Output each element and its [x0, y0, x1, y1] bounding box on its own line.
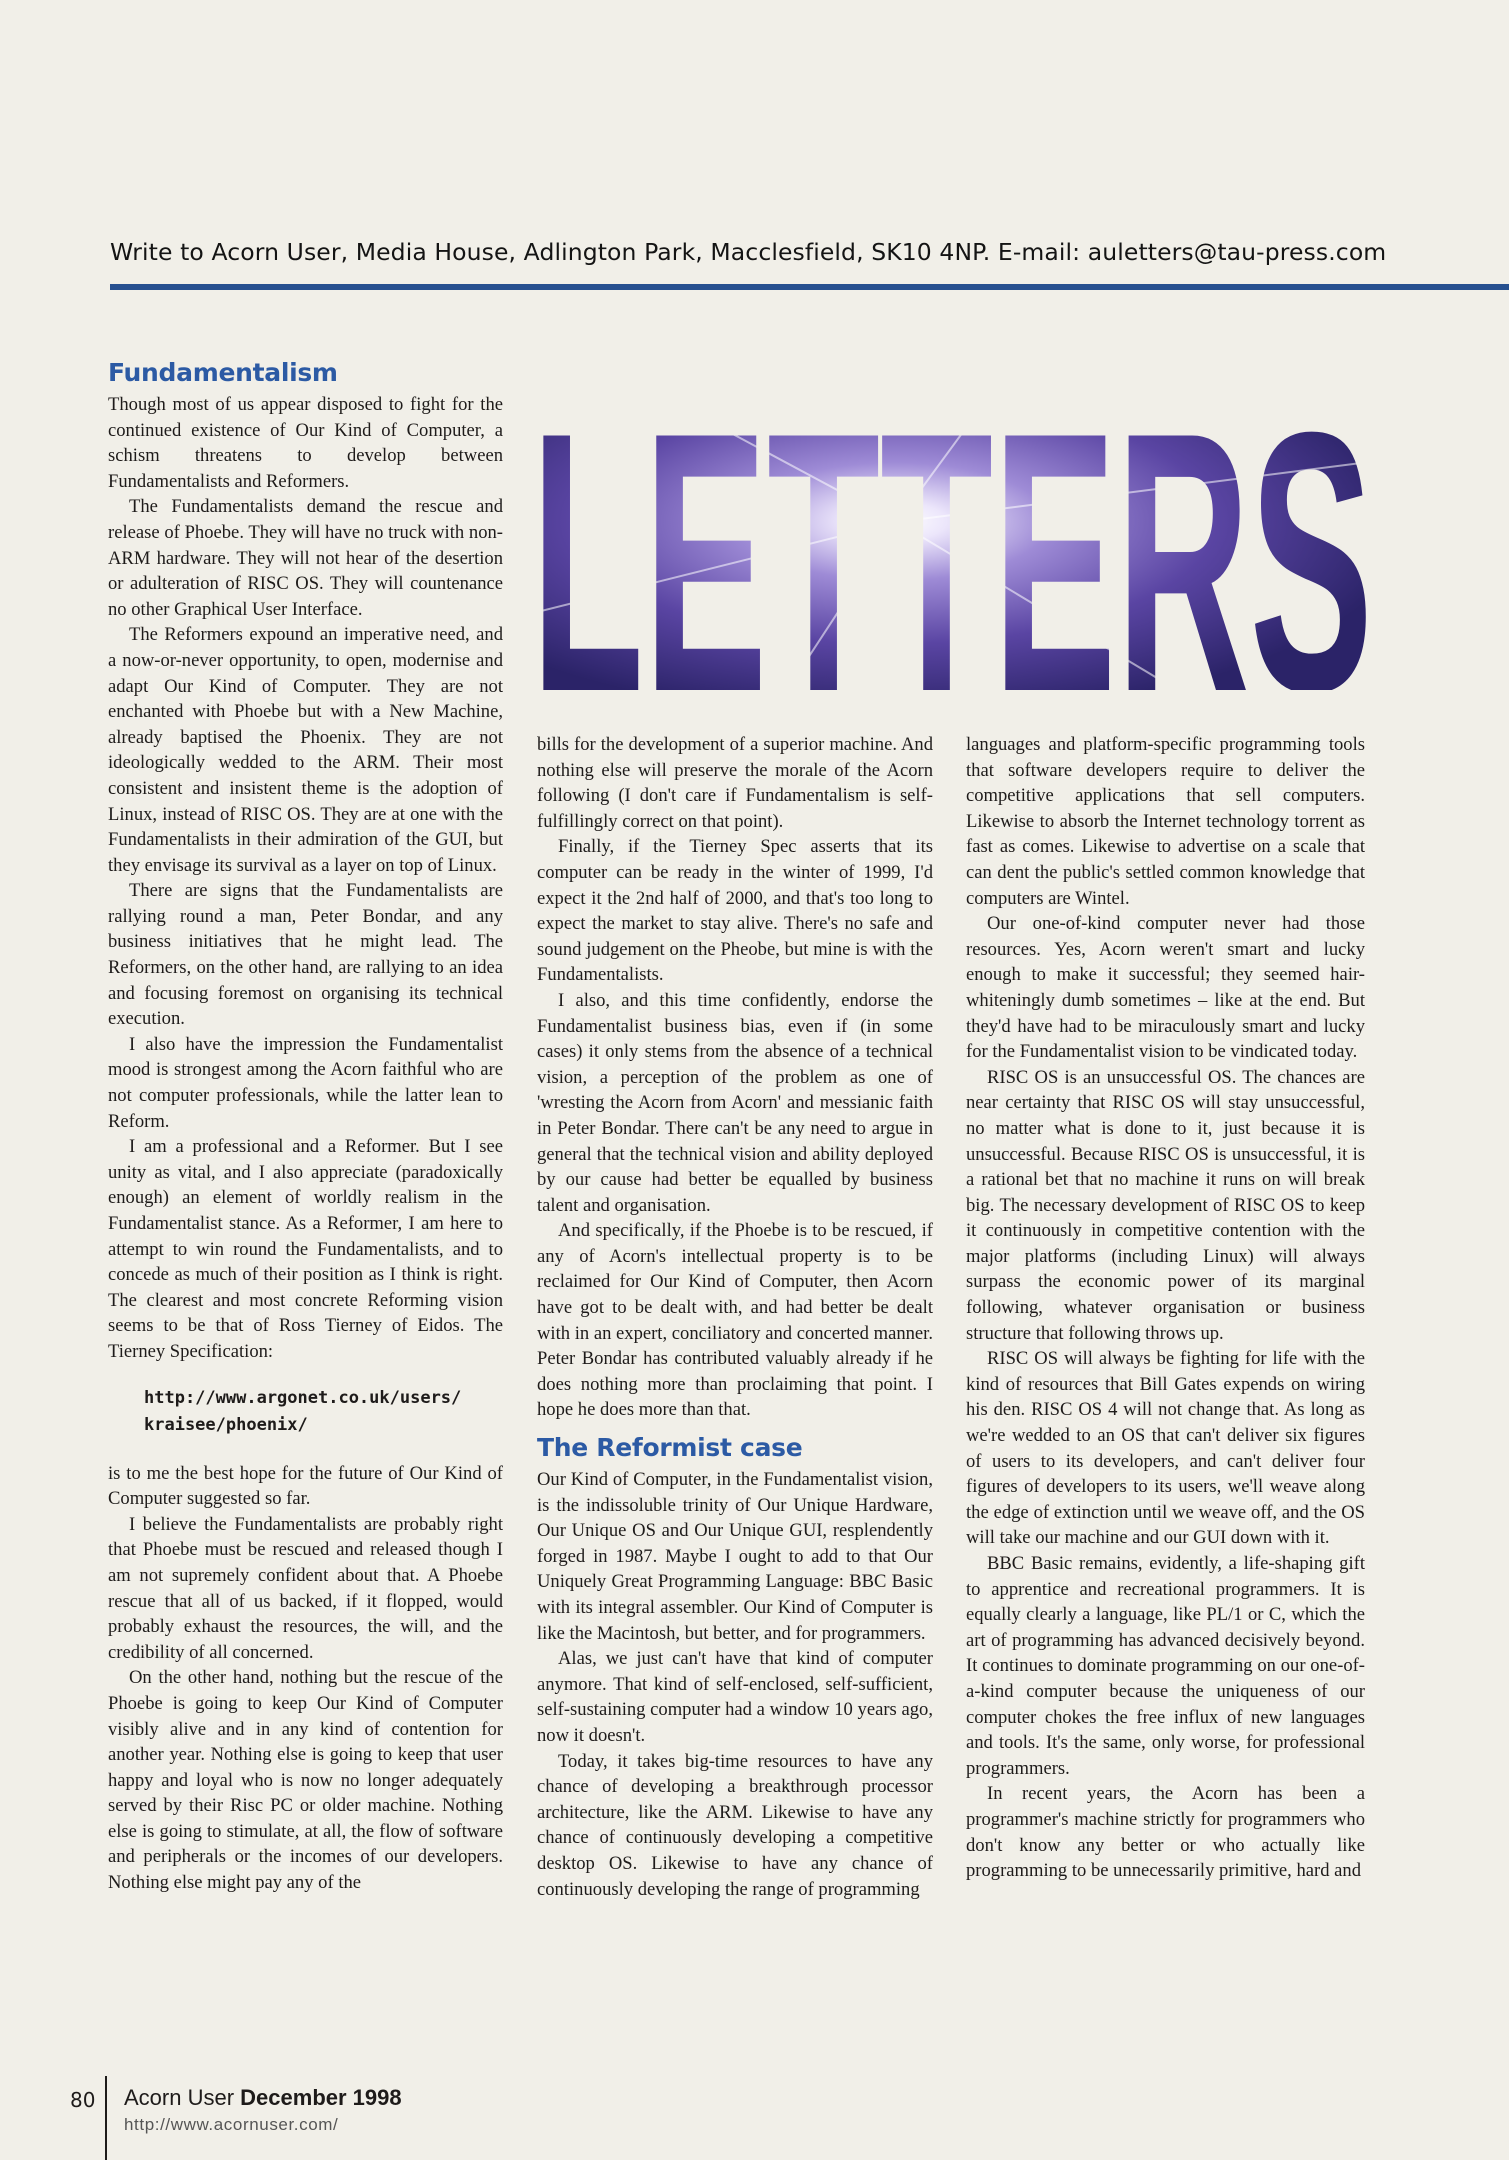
letters-address-line: Write to Acorn User, Media House, Adlington Park, Macclesfield, SK10 4NP. E-mail: auletters@tau-press.com: [110, 238, 1387, 266]
paragraph: The Fundamentalists demand the rescue and release of Phoebe. They will have no truck with non-ARM hardware. They will not hear of the desertion or adulteration of RISC OS. They will countenance no other Graphical User Interface.: [108, 496, 503, 620]
paragraph: RISC OS will always be fighting for life with the kind of resources that Bill Gates expends on wiring his den. RISC OS 4 will not change that. As long as we're wedded to an OS that can't deliver six figures of users to its developers, and can't deliver four figures of developers to its users, we'll weave along the edge of extinction until we weave off, and the OS will take our machine and our GUI down with it.: [966, 1348, 1365, 1549]
url-line: kraisee/phoenix/: [144, 1414, 308, 1435]
paragraph: There are signs that the Fundamentalists are rallying round a man, Peter Bondar, and any business initiatives that he might lead. The Reformers, on the other hand, are rallying to an idea and focusing foremost on organising its technical execution.: [108, 880, 503, 1030]
paragraph: The Reformers expound an imperative need, and a now-or-never opportunity, to open, modernise and adapt Our Kind of Computer. They are not enchanted with Phoebe but with a New Machine, already baptised the Phoenix. They are not ideologically wedded to the ARM. Their most consistent and insistent theme is the adoption of Linux, instead of RISC OS. They are at one with the Fundamentalists in their admiration of the GUI, but they envisage its survival as a layer on top of Linux.: [108, 624, 503, 876]
paragraph: RISC OS is an unsuccessful OS. The chances are near certainty that RISC OS will stay unsuccessful, no matter what is done to it, just because it is unsuccessful. Because RISC OS is unsuccessful, it is a rational bet that no machine it runs on will break big. The necessary development of RISC OS to keep it continuously in competitive contention with the major platforms (including Linux) will always surpass the economic power of its marginal following, whatever organisation or business structure that following throws up.: [966, 1066, 1365, 1344]
magazine-issue: [124, 2085, 402, 2111]
banner-title: LETTERS: [935, 665, 971, 674]
paragraph: I also, and this time confidently, endorse the Fundamentalist business bias, even if (in some cases) it only stems from the absence of a technical vision, a perception of the problem as one of 'wresting the Acorn from Acorn' and messianic faith in Peter Bondar. There can't be any need to argue in general that the technical vision and ability deployed by our cause had better be equalled by business talent and organisation.: [537, 989, 933, 1216]
header-divider: [110, 284, 1509, 290]
paragraph: I also have the impression the Fundamentalist mood is strongest among the Acorn faithful who are not computer professionals, while the latter lean to Reform.: [108, 1033, 503, 1132]
paragraph: And specifically, if the Phoebe is to be rescued, if any of Acorn's intellectual property is to be reclaimed for Our Kind of Computer, then Acorn have got to be dealt with, and had better be dealt with in an expert, conciliatory and concerted manner. Peter Bondar has contributed valuably already if he does nothing more than proclaiming that point. I hope he does more than that.: [537, 1220, 933, 1421]
heading-reformist-case: The Reformist case: [537, 1433, 803, 1463]
letter-column-1: [108, 358, 503, 1896]
url-block: [144, 1385, 503, 1439]
paragraph: In recent years, the Acorn has been a programmer's machine strictly for programmers who don't know any better or who actually like programming to be unnecessarily primitive, hard and: [966, 1783, 1365, 1882]
paragraph: I believe the Fundamentalists are probably right that Phoebe must be rescued and released though I am not supremely confident about that. A Phoebe rescue that all of us backed, if it flopped, would probably exhaust the resources, the will, and the credibility of all concerned.: [108, 1513, 503, 1663]
magazine-name: Acorn User: [124, 2085, 235, 2110]
page-number: 80: [70, 2088, 96, 2112]
paragraph: Finally, if the Tierney Spec asserts that its computer can be ready in the winter of 1999, I'd expect it the 2nd half of 2000, and that's too long to expect the market to stay alive. There's no safe and sound judgement on the Pheobe, but mine is with the Fundamentalists.: [537, 836, 933, 986]
paragraph: languages and platform-specific programming tools that software developers require to deliver the competitive applications that sell computers. Likewise to absorb the Internet technology torrent as fast as comes. Likewise to advertise on a scale that can dent the public's settled common knowledge that computers are Wintel.: [966, 734, 1365, 909]
heading-fundamentalism: Fundamentalism: [108, 358, 338, 387]
paragraph: Alas, we just can't have that kind of computer anymore. That kind of self-enclosed, self-sufficient, self-sustaining computer had a window 10 years ago, now it doesn't.: [537, 1648, 933, 1746]
url-line: http://www.argonet.co.uk/users/: [144, 1387, 462, 1408]
banner-letters: [537, 372, 1369, 690]
paragraph: Our one-of-kind computer never had those resources. Yes, Acorn weren't smart and lucky enough to make it successful; they seemed hair-whiteningly dumb sometimes – like at the end. But they'd have had to be miraculously smart and lucky for the Fundamentalist vision to be vindicated today.: [966, 913, 1365, 1063]
letter-column-2: [537, 732, 933, 1902]
paragraph: BBC Basic remains, evidently, a life-shaping gift to apprentice and recreational programmers. It is equally clearly a language, like PL/1 or C, which the art of programming has advanced decisively beyond. It continues to dominate programming on our one-of-a-kind computer because the uniqueness of our computer chokes the free influx of new languages and tools. It's the same, only worse, for professional programmers.: [966, 1553, 1365, 1779]
paragraph: I am a professional and a Reformer. But I see unity as vital, and I also appreciate (paradoxically enough) an element of worldly realism in the Fundamentalist stance. As a Reformer, I am here to attempt to win round the Fundamentalists, and to concede as much of their position as I think is right. The clearest and most concrete Reforming vision seems to be that of Ross Tierney of Eidos. The Tierney Specification:: [108, 1136, 503, 1362]
paragraph: Our Kind of Computer, in the Fundamentalist vision, is the indissoluble trinity of Our Unique Hardware, Our Unique OS and Our Unique GUI, resplendently forged in 1987. Maybe I ought to add to that Our Uniquely Great Programming Language: BBC Basic with its integral assembler. Our Kind of Computer is like the Macintosh, but better, and for programmers.: [537, 1469, 933, 1644]
paragraph: is to me the best hope for the future of Our Kind of Computer suggested so far.: [108, 1462, 503, 1510]
letter-column-3: [966, 732, 1365, 1884]
paragraph: Today, it takes big-time resources to have any chance of developing a breakthrough processor architecture, like the ARM. Likewise to have any chance of continuously developing a competitive desktop OS. Likewise to have any chance of continuously developing the range of programming: [537, 1750, 933, 1900]
footer-divider: [105, 2076, 107, 2160]
website-url: http://www.acornuser.com/: [124, 2115, 339, 2134]
issue-date: December 1998: [240, 2085, 402, 2110]
paragraph: Though most of us appear disposed to fight for the continued existence of Our Kind of Computer, a schism threatens to develop between Fundamentalists and Reformers.: [108, 394, 503, 492]
banner-star-burst: [881, 506, 913, 538]
paragraph: bills for the development of a superior machine. And nothing else will preserve the morale of the Acorn following (I don't care if Fundamentalism is self-fulfillingly correct on that point).: [537, 734, 933, 832]
paragraph: On the other hand, nothing but the rescue of the Phoebe is going to keep Our Kind of Computer visibly alive and in any kind of contention for another year. Nothing else is going to keep that user happy and loyal who is now no longer adequately served by their Risc PC or older machine. Nothing else is going to stimulate, at all, the flow of software and peripherals or the incomes of our developers. Nothing else might pay any of the: [108, 1667, 503, 1894]
letters-banner: [537, 372, 1369, 690]
